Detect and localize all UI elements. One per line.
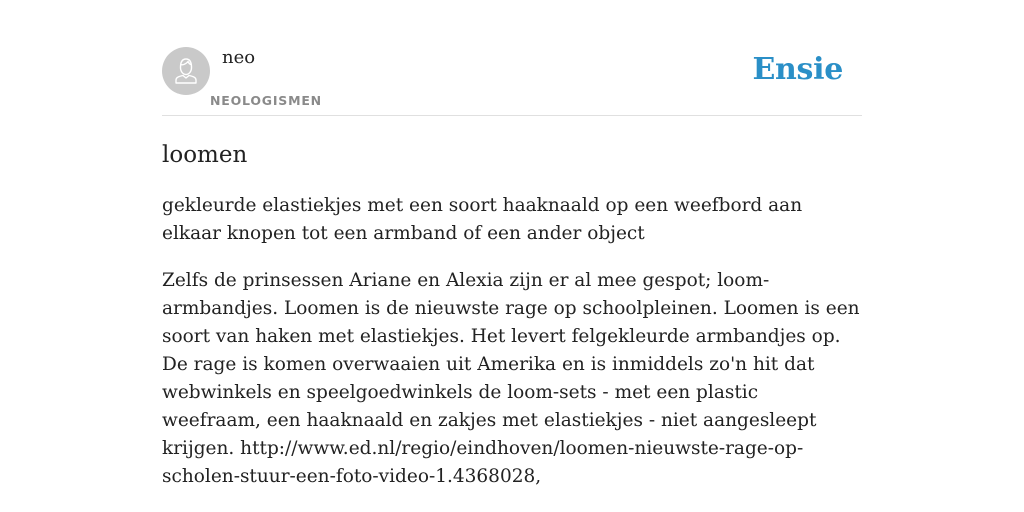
entry-definition: gekleurde elastiekjes met een soort haaknaald op een weefbord aan elkaar knopen tot een armband of een ander object (162, 195, 803, 244)
entry-word: loomen (162, 142, 248, 168)
user-icon (162, 47, 210, 95)
avatar[interactable] (162, 47, 210, 95)
category-label[interactable]: NEOLOGISMEN (210, 93, 322, 108)
entry-card (162, 0, 862, 512)
ensie-logo[interactable]: Ensie (752, 52, 843, 87)
username-link[interactable]: neo (222, 47, 256, 68)
header-divider (162, 115, 862, 116)
entry-example: Zelfs de prinsessen Ariane en Alexia zijn er al mee gespot; loom-armbandjes. Loomen is de nieuwste rage op schoolpleinen. Loomen is een soort van haken met elastiekjes. Het levert felgekleurde armbandjes op. De rage is komen overwaaien uit Amerika en is inmiddels zo'n hit dat webwinkels en speelgoedwinkels de loom-sets - met een plastic weefraam, een haaknaald en zakjes met elastiekjes - niet aangesleept krijgen. http://www.ed.nl/regio/eindhoven/loomen-nieuwste-rage-op-scholen-stuur-een-foto-video-1.4368028, (162, 270, 860, 487)
